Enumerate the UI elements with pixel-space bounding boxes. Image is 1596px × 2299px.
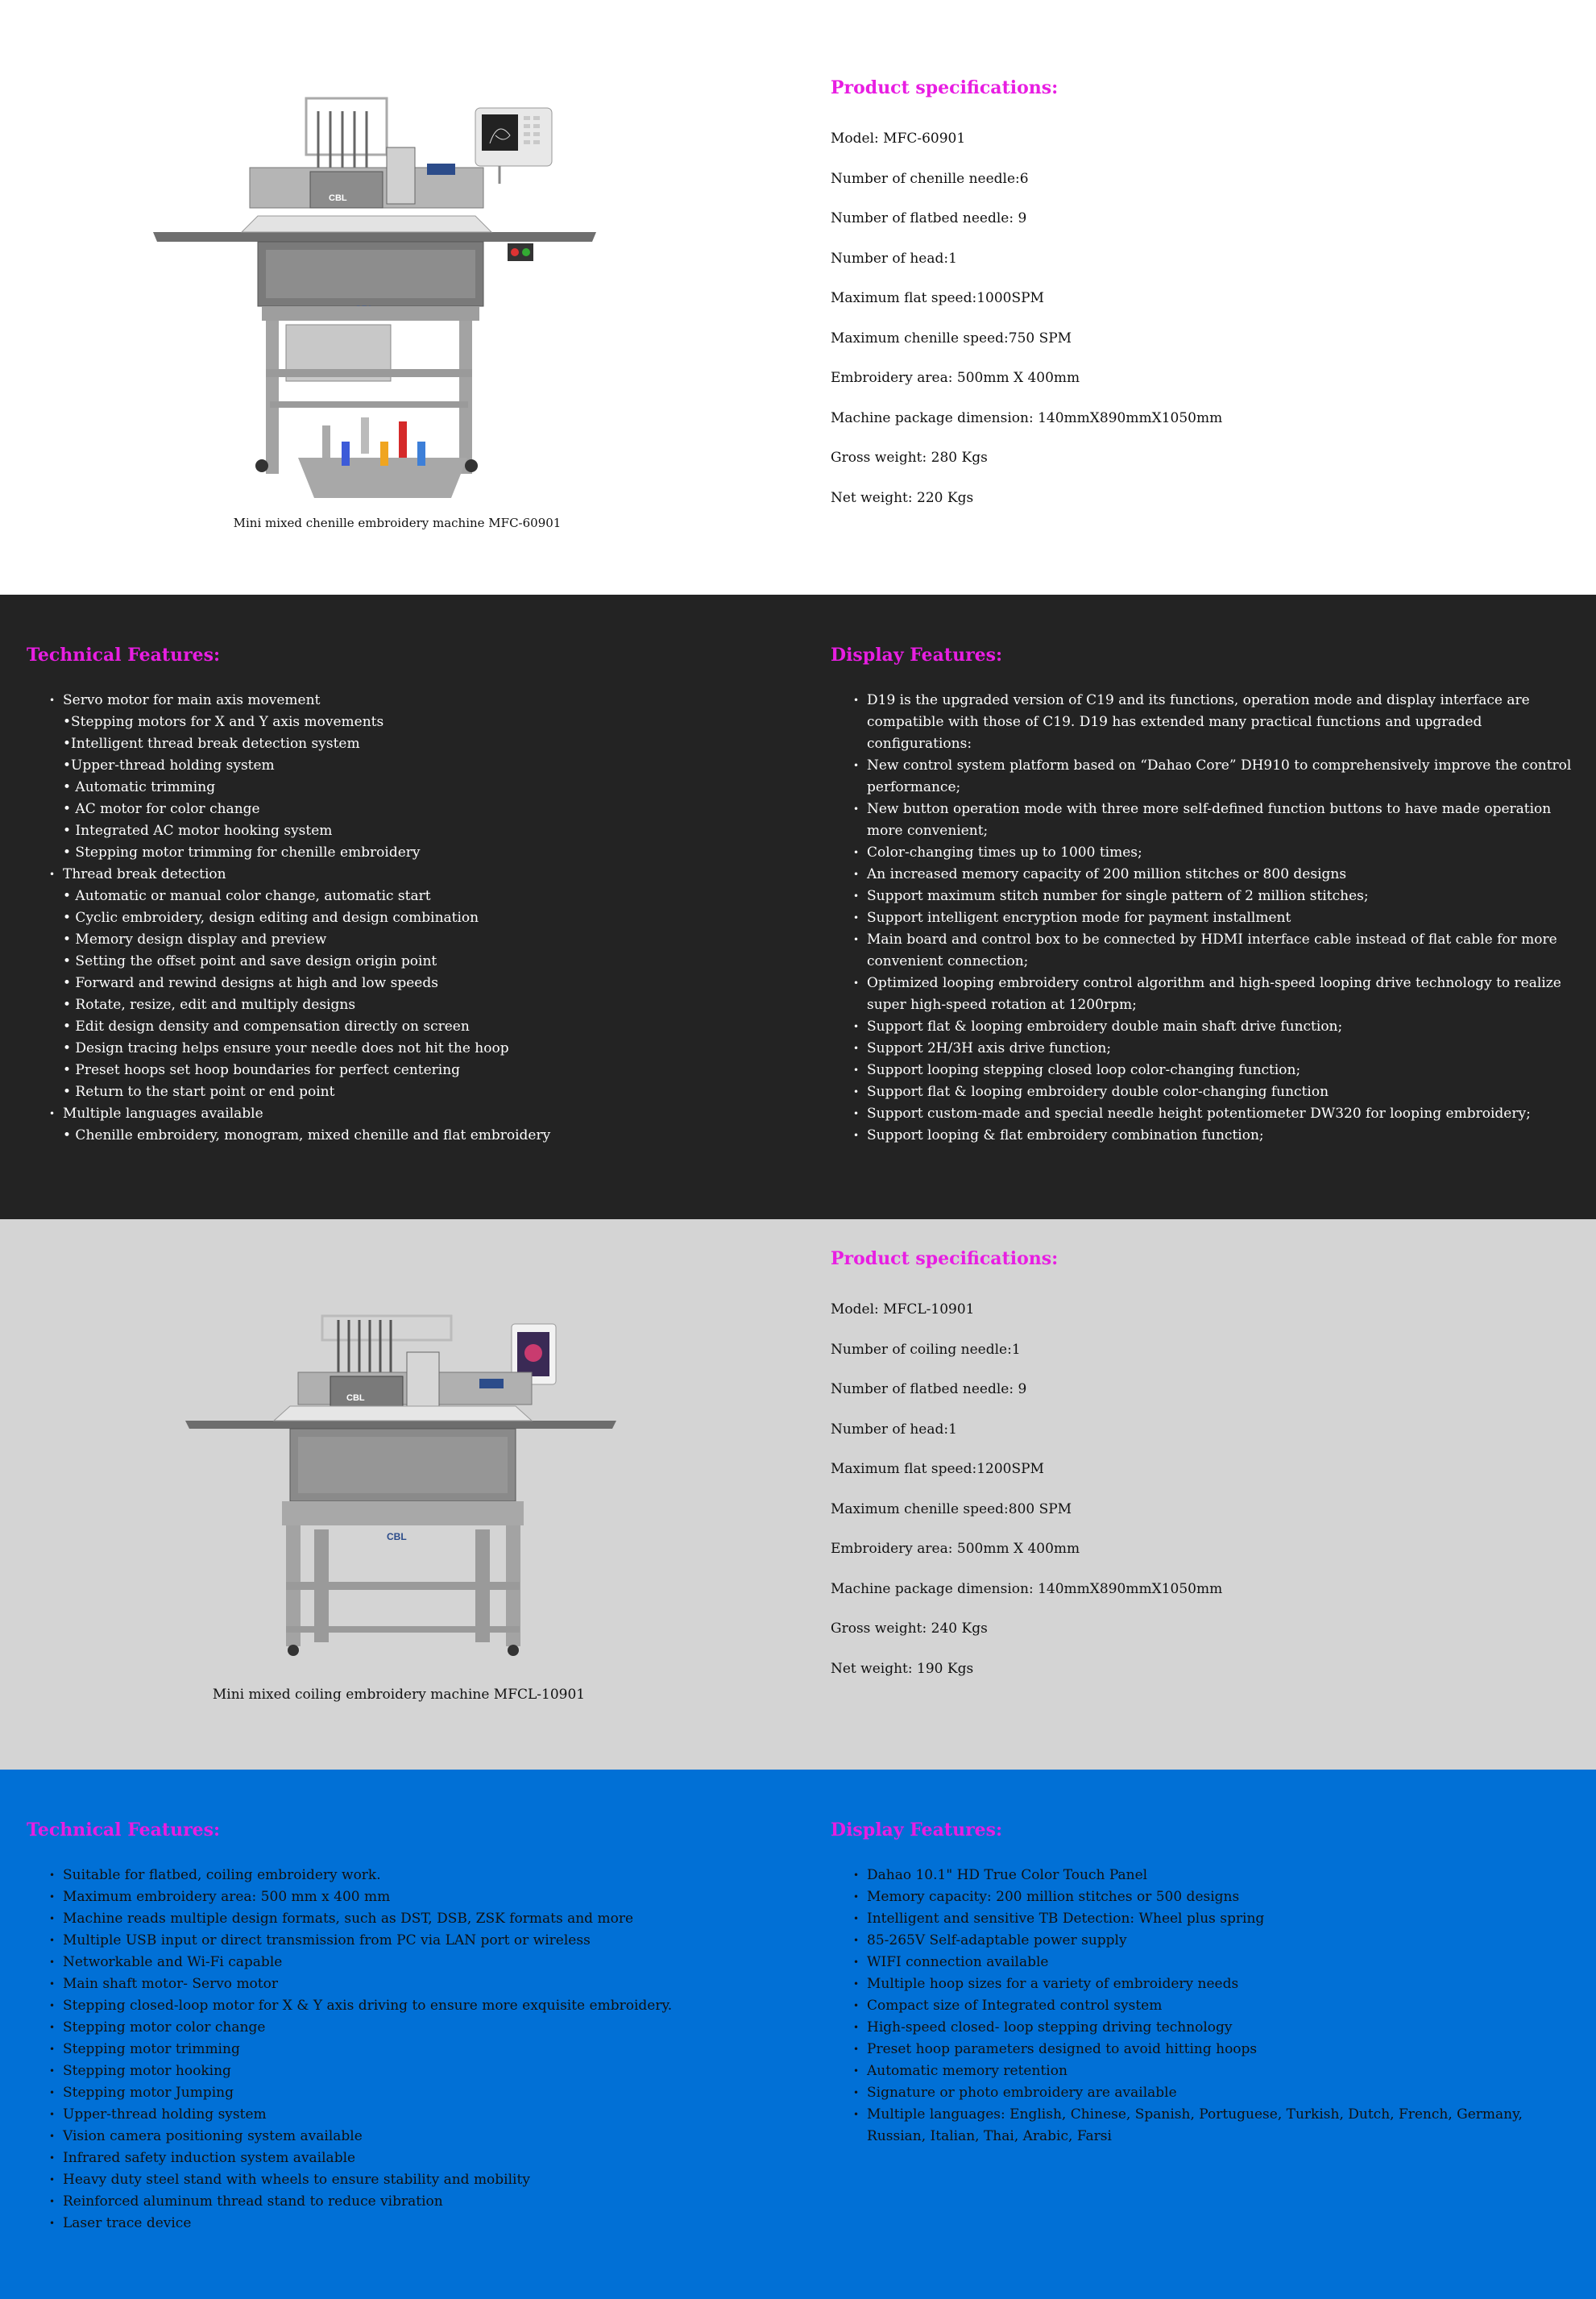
list-item: • Heavy duty steel stand with wheels to ensure stability and mobility [63,2169,768,2191]
display-features-panel [831,1820,1580,2148]
technical-features-list [27,690,768,1147]
machine-caption: Mini mixed coiling embroidery machine MFCL-10901 [212,1687,586,1703]
list-item: • Automatic or manual color change, automatic start [63,888,431,904]
list-item: • Color-changing times up to 1000 times; [867,842,1580,864]
machine-caption: Mini mixed chenille embroidery machine MFC-60901 [233,516,562,530]
spec-line: Embroidery area: 500mm X 400mm [831,370,1080,386]
list-item: • Intelligent and sensitive TB Detection: Wheel plus spring [867,1908,1580,1930]
list-item: • Memory capacity: 200 million stitches or 500 designs [867,1886,1580,1908]
list-item: • Return to the start point or end point [63,1084,335,1100]
list-item: • Support custom-made and special needle height potentiometer DW320 for looping embroidery; [867,1103,1580,1125]
technical-features-panel [27,1820,768,2235]
list-item: • Stepping motor trimming [63,2039,768,2060]
list-item: • AC motor for color change [63,801,260,817]
spec-line: Gross weight: 240 Kgs [831,1621,988,1637]
spec-line: Number of flatbed needle: 9 [831,1381,1027,1397]
spec-line: Maximum chenille speed:750 SPM [831,330,1072,347]
list-item: • Stepping motor Jumping [63,2082,768,2104]
spec-line: Number of head:1 [831,250,957,267]
list-item: •Intelligent thread break detection system [63,736,360,752]
list-item: • Automatic memory retention [867,2060,1580,2082]
list-item: • 85-265V Self-adaptable power supply [867,1930,1580,1952]
list-item: • Preset hoop parameters designed to avoid hitting hoops [867,2039,1580,2060]
list-item: • Optimized looping embroidery control algorithm and high-speed looping drive technology to realize super high-speed rotation at 1200rpm; [867,973,1580,1016]
technical-features-heading: Technical Features: [27,1820,221,1840]
list-item: • Thread break detection [63,864,768,886]
svg-text:CBL: CBL [346,1393,365,1403]
list-item: • Networkable and Wi-Fi capable [63,1952,768,1973]
list-item: • D19 is the upgraded version of C19 and its functions, operation mode and display interface are compatible with those of C19. D19 has extended many practical functions and upgraded configurations: [867,690,1580,755]
machine-image-mfc-60901 [153,95,604,498]
list-item: •Upper-thread holding system [63,757,275,774]
list-item: • Multiple languages: English, Chinese, Spanish, Portuguese, Turkish, Dutch, French, Germany, Russian, Italian, Thai, Arabic, Farsi [867,2104,1580,2148]
list-item: • Chenille embroidery, monogram, mixed chenille and flat embroidery [63,1127,551,1143]
list-item: • Rotate, resize, edit and multiply designs [63,997,356,1013]
list-item: • Design tracing helps ensure your needle does not hit the hoop [63,1040,509,1056]
list-item: •Stepping motors for X and Y axis movements [63,714,384,730]
spec-line: Machine package dimension: 140mmX890mmX1050mm [831,1580,1223,1597]
svg-text:CBL: CBL [329,193,347,203]
list-item: • Support flat & looping embroidery double color-changing function [867,1081,1580,1103]
machine-image-mfcl-10901 [185,1300,620,1662]
list-item: • Dahao 10.1" HD True Color Touch Panel [867,1865,1580,1886]
list-item: • Stepping motor trimming for chenille embroidery [63,844,421,861]
list-item: • Main board and control box to be connected by HDMI interface cable instead of flat cable for more convenient connection; [867,929,1580,973]
display-features-heading: Display Features: [831,1820,1003,1840]
list-item: • WIFI connection available [867,1952,1580,1973]
spec-line: Maximum flat speed:1000SPM [831,290,1044,306]
display-features-list [831,1865,1580,2148]
list-item: • An increased memory capacity of 200 million stitches or 800 designs [867,864,1580,886]
list-item: • Integrated AC motor hooking system [63,823,333,839]
list-item: • Support flat & looping embroidery double main shaft drive function; [867,1016,1580,1038]
spec-line: Net weight: 220 Kgs [831,489,974,506]
display-features-heading: Display Features: [831,645,1003,666]
list-item: • High-speed closed- loop stepping driving technology [867,2017,1580,2039]
display-features-panel [831,645,1580,1147]
spec-line: Maximum flat speed:1200SPM [831,1461,1044,1477]
specifications-panel [831,1248,1222,1689]
technical-features-panel [27,645,768,1147]
list-item: • Reinforced aluminum thread stand to reduce vibration [63,2191,768,2213]
list-item: • Stepping motor hooking [63,2060,768,2082]
product-section-mfcl-10901 [0,1219,1596,1770]
list-item: • Support maximum stitch number for single pattern of 2 million stitches; [867,886,1580,907]
list-item: • Servo motor for main axis movement [63,690,768,712]
display-features-list [831,690,1580,1147]
spec-line: Maximum chenille speed:800 SPM [831,1500,1072,1517]
spec-line: Number of flatbed needle: 9 [831,210,1027,226]
spec-line: Number of head:1 [831,1421,957,1438]
svg-text:CBL: CBL [387,1531,407,1542]
list-item: • Signature or photo embroidery are available [867,2082,1580,2104]
list-item: • Setting the offset point and save design origin point [63,953,437,969]
list-item: • Machine reads multiple design formats, such as DST, DSB, ZSK formats and more [63,1908,768,1930]
spec-line: Number of coiling needle:1 [831,1341,1021,1358]
technical-features-list [27,1865,768,2235]
features-section-mfcl-10901 [0,1770,1596,2299]
list-item: • Upper-thread holding system [63,2104,768,2126]
list-item: • Support looping stepping closed loop color-changing function; [867,1060,1580,1081]
specifications-heading: Product specifications: [831,77,1059,98]
list-item: • Main shaft motor- Servo motor [63,1973,768,1995]
list-item: • Forward and rewind designs at high and low speeds [63,975,438,991]
specifications-panel [831,77,1222,518]
list-item: • Cyclic embroidery, design editing and design combination [63,910,479,926]
list-item: • Compact size of Integrated control system [867,1995,1580,2017]
list-item: • Maximum embroidery area: 500 mm x 400 mm [63,1886,768,1908]
technical-features-heading: Technical Features: [27,645,221,666]
list-item: • Vision camera positioning system available [63,2126,768,2148]
spec-line: Net weight: 190 Kgs [831,1660,974,1677]
list-item: • New control system platform based on “Dahao Core” DH910 to comprehensively improve the control performance; [867,755,1580,799]
list-item: • Preset hoops set hoop boundaries for perfect centering [63,1062,461,1078]
list-item: • Support looping & flat embroidery combination function; [867,1125,1580,1147]
features-section-mfc-60901 [0,595,1596,1219]
spec-line: Number of chenille needle:6 [831,170,1029,187]
list-item: • Memory design display and preview [63,932,327,948]
spec-line: Model: MFC-60901 [831,131,966,147]
list-item: • Multiple USB input or direct transmission from PC via LAN port or wireless [63,1930,768,1952]
list-item: • Laser trace device [63,2213,768,2235]
list-item: • Support 2H/3H axis drive function; [867,1038,1580,1060]
product-section-mfc-60901 [0,0,1596,595]
list-item: • Suitable for flatbed, coiling embroidery work. [63,1865,768,1886]
specifications-heading: Product specifications: [831,1248,1059,1269]
spec-line: Model: MFCL-10901 [831,1301,975,1318]
list-item: • Stepping motor color change [63,2017,768,2039]
spec-line: Embroidery area: 500mm X 400mm [831,1541,1080,1557]
spec-line: Machine package dimension: 140mmX890mmX1050mm [831,409,1223,426]
spec-line: Gross weight: 280 Kgs [831,450,988,466]
list-item: • Multiple hoop sizes for a variety of embroidery needs [867,1973,1580,1995]
list-item: • Stepping closed-loop motor for X & Y axis driving to ensure more exquisite embroidery. [63,1995,768,2017]
list-item: • Automatic trimming [63,779,216,795]
list-item: • Multiple languages available [63,1103,768,1125]
list-item: • Edit design density and compensation directly on screen [63,1019,470,1035]
list-item: • Infrared safety induction system available [63,2148,768,2169]
list-item: • New button operation mode with three more self-defined function buttons to have made operation more convenient; [867,799,1580,842]
list-item: • Support intelligent encryption mode for payment installment [867,907,1580,929]
